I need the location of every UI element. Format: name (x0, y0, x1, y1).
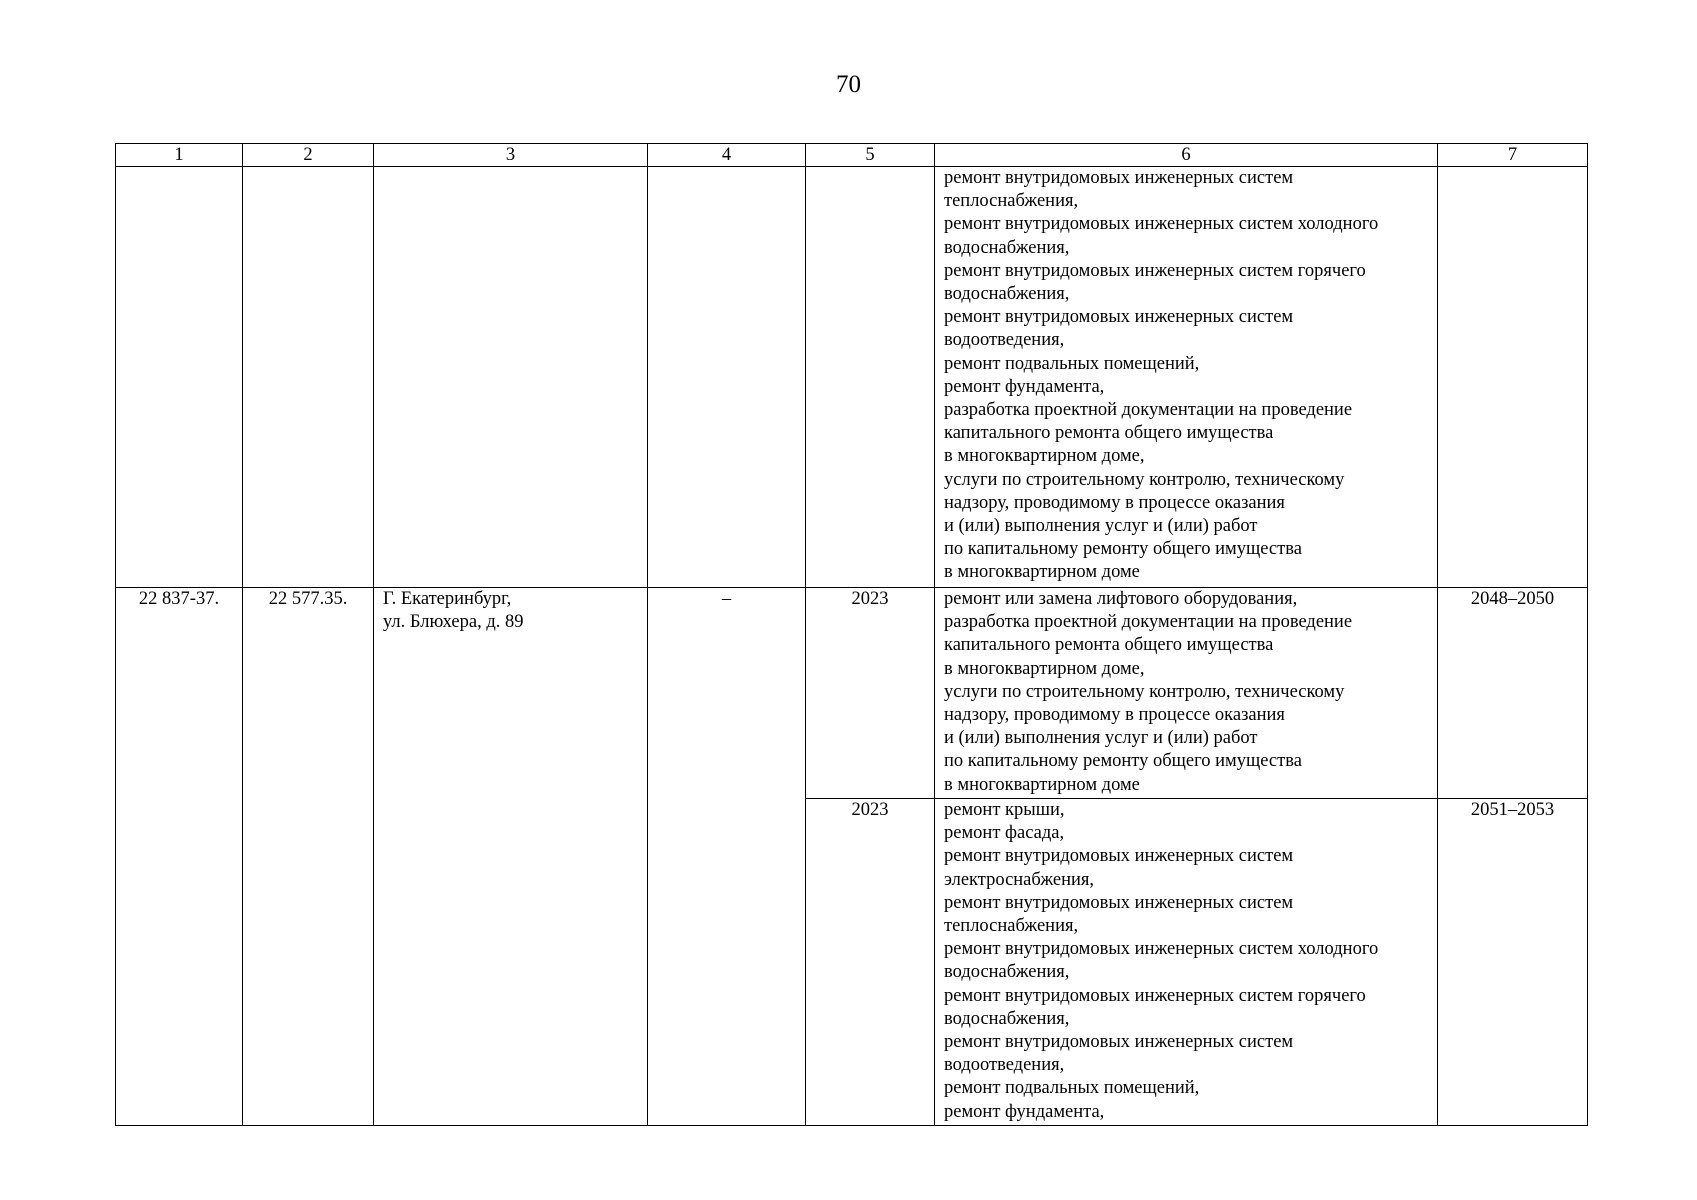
continuation-period-cell (1438, 167, 1588, 588)
sub-row-1-works-cell (935, 588, 1438, 799)
work-line: ремонт внутридомовых инженерных систем холодного (944, 939, 1379, 960)
work-line: ремонт внутридомовых инженерных систем горячего (944, 985, 1366, 1006)
work-line: капитального ремонта общего имущества (944, 635, 1274, 656)
work-line: теплоснабжения, (944, 191, 1079, 212)
work-line: ремонт подвальных помещений, (944, 353, 1200, 374)
work-line: в многоквартирном доме, (944, 446, 1145, 467)
work-line: электроснабжения, (944, 869, 1095, 890)
work-line: водоснабжения, (944, 284, 1070, 305)
work-line: услуги по строительному контролю, техническому (944, 681, 1345, 702)
work-line: водоснабжения, (944, 237, 1070, 258)
column-header-3: 3 (374, 144, 648, 167)
continuation-year-cell (806, 167, 935, 588)
continuation-row (116, 167, 1588, 588)
work-line: теплоснабжения, (944, 916, 1079, 937)
work-line: надзору, проводимому в процессе оказания (944, 705, 1285, 726)
column-header-1: 1 (116, 144, 243, 167)
capital-repair-table (115, 143, 1588, 1126)
sub-row-1-period-cell: 2048–2050 (1438, 588, 1588, 799)
continuation-col2-cell (243, 167, 374, 588)
work-line: и (или) выполнения услуг и (или) работ (944, 728, 1258, 749)
work-line: водоснабжения, (944, 1008, 1070, 1029)
work-line: ремонт крыши, (944, 800, 1065, 820)
address-line: Г. Екатеринбург, (383, 589, 512, 609)
column-header-4: 4 (648, 144, 806, 167)
address-line: ул. Блюхера, д. 89 (383, 612, 524, 633)
work-line: ремонт внутридомовых инженерных систем горячего (944, 260, 1366, 281)
column-header-7: 7 (1438, 144, 1588, 167)
work-line: в многоквартирном доме, (944, 658, 1145, 679)
work-line: ремонт внутридомовых инженерных систем (944, 846, 1294, 867)
continuation-col4-cell (648, 167, 806, 588)
column-header-5: 5 (806, 144, 935, 167)
column-number-row (116, 144, 1588, 167)
page-number: 70 (836, 71, 861, 98)
record-row (116, 588, 1588, 799)
work-line: ремонт внутридомовых инженерных систем (944, 1032, 1294, 1053)
continuation-col1-cell (116, 167, 243, 588)
work-line: ремонт внутридомовых инженерных систем холодного (944, 214, 1379, 235)
continuation-works-cell (935, 167, 1438, 588)
column-header-6: 6 (935, 144, 1438, 167)
work-line: по капитальному ремонту общего имущества (944, 539, 1302, 560)
work-line: ремонт фундамента, (944, 1101, 1105, 1122)
record-col4-cell: – (648, 588, 806, 1126)
work-line: и (или) выполнения услуг и (или) работ (944, 516, 1258, 537)
work-line: ремонт подвальных помещений, (944, 1078, 1200, 1099)
column-header-2: 2 (243, 144, 374, 167)
record-number-cell: 22 837-37. (116, 588, 243, 1126)
work-line: в многоквартирном доме (944, 562, 1140, 583)
work-line: ремонт фасада, (944, 823, 1065, 844)
sub-row-2-year-cell: 2023 (806, 799, 935, 1126)
work-line: ремонт внутридомовых инженерных систем (944, 168, 1294, 188)
sub-row-2-period-cell: 2051–2053 (1438, 799, 1588, 1126)
sub-row-1-year-cell: 2023 (806, 588, 935, 799)
work-line: в многоквартирном доме (944, 774, 1140, 795)
work-line: водоотведения, (944, 330, 1065, 351)
work-line: ремонт фундамента, (944, 376, 1105, 397)
work-line: по капитальному ремонту общего имущества (944, 751, 1302, 772)
continuation-address-cell (374, 167, 648, 588)
work-line: водоотведения, (944, 1055, 1065, 1076)
work-line: надзору, проводимому в процессе оказания (944, 492, 1285, 513)
work-line: ремонт внутридомовых инженерных систем (944, 307, 1294, 328)
work-line: капитального ремонта общего имущества (944, 423, 1274, 444)
sub-row-2-works-cell (935, 799, 1438, 1126)
work-line: услуги по строительному контролю, техническому (944, 469, 1345, 490)
work-line: ремонт внутридомовых инженерных систем (944, 892, 1294, 913)
record-code-cell: 22 577.35. (243, 588, 374, 1126)
work-line: водоснабжения, (944, 962, 1070, 983)
work-line: ремонт или замена лифтового оборудования, (944, 589, 1298, 609)
work-line: разработка проектной документации на проведение (944, 400, 1353, 421)
work-line: разработка проектной документации на проведение (944, 612, 1353, 633)
record-address-cell (374, 588, 648, 1126)
